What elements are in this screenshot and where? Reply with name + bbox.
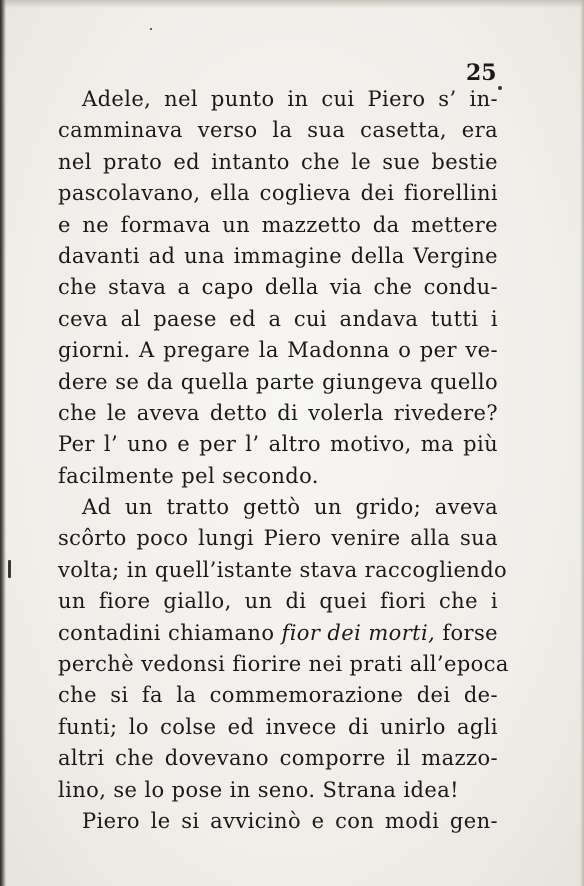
text-line: nel prato ed intanto che le sue bestie [58,149,498,174]
text-line: camminava verso la sua casetta, era [58,118,498,143]
text-fragment: contadini chiamano [58,620,282,645]
text-line: Per l’ uno e per l’ altro motivo, ma più [58,432,498,457]
ink-speck [8,560,11,578]
body-text [58,84,509,837]
text-line: Adele, nel punto in cui Piero s’ in- [82,87,498,111]
paragraph-end-line: facilmente pel secondo. [58,463,319,488]
text-line: altri che dovevano comporre il mazzo- [58,746,498,771]
text-line: un fiore giallo, un di quei fiori che i [58,589,498,614]
page-right-edge [580,0,584,886]
text-line: e ne formava un mazzetto da mettere [58,212,498,237]
paragraph-start-line: Piero le si avvicinò e con modi gen- [82,808,498,833]
italic-phrase: fior dei morti, [281,620,436,645]
text-line: davanti ad una immagine della Vergine [58,243,498,268]
text-line: funti; lo colse ed invece di unirlo agli [58,714,498,739]
text-line: che le aveva detto di volerla rivedere? [58,400,498,425]
text-line: scôrto poco lungi Piero venire alla sua [58,526,498,551]
text-line: giorni. A pregare la Madonna o per ve- [58,338,498,363]
paragraph-end-line: lino, se lo pose in seno. Strana idea! [58,777,459,802]
page-top-shadow [0,0,584,8]
page-binding-shadow [0,0,6,886]
ink-speck [498,86,502,90]
text-line: perchè vedonsi fiorire nei prati all’epoca [58,652,509,677]
text-fragment: forse [435,620,498,645]
page-number: 25 [466,60,497,86]
ink-speck [150,28,152,30]
text-line-with-italic [58,618,498,649]
text-line: dere se da quella parte giungeva quello [58,369,498,394]
text-line: ceva al paese ed a cui andava tutti i [58,306,498,331]
text-line: pascolavano, ella coglieva dei fiorellini [58,181,498,206]
text-line: che si fa la commemorazione dei de- [58,683,498,708]
text-line: volta; in quell’istante stava raccogliendo [58,557,508,582]
paragraph-start-line: Ad un tratto gettò un grido; aveva [82,495,498,520]
text-line: che stava a capo della via che condu- [58,275,498,300]
